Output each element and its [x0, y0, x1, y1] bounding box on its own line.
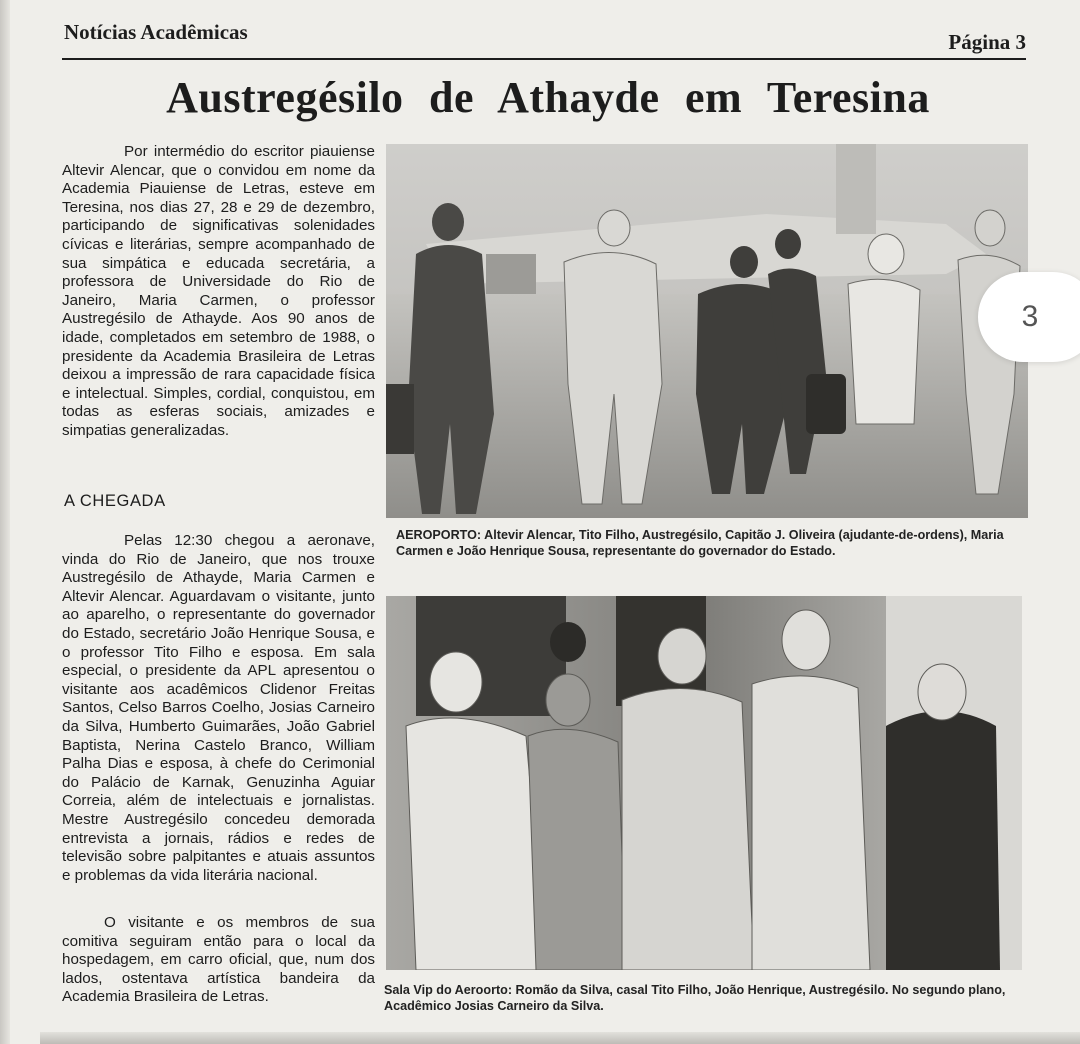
article-headline: Austregésilo de Athayde em Teresina: [166, 73, 930, 122]
header-rule: [62, 58, 1026, 60]
page-number: Página 3: [948, 30, 1026, 54]
vip-room-photo: [386, 596, 1022, 970]
article-paragraph-2: Pelas 12:30 chegou a aeronave, vinda do Rio de Janeiro, que nos trouxe Austregésilo de Athayde, Maria Carmen e Altevir Alencar. Aguardavam o visitante, junto ao aparelho, o representante do governador do Estado, secretário João Henrique Sousa, e o professor Tito Filho e esposa. Em sala especial, o presidente da APL apresentou o visitante aos acadêmicos Clidenor Freitas Santos, Celso Barros Coelho, Josias Carneiro da Silva, Humberto Guimarães, João Gabriel Baptista, Nerina Castelo Branco, William Palha Dias e esposa, à chefe do Cerimonial do Palácio de Karnak, Genuzinha Aguiar Correia, além de intelectuais e jornalistas. Mestre Austregésilo concedeu demorada entrevista a jornais, rádios e redes de televisão sobre palpitantes e atuais assuntos e problemas da vida literária nacional.: [62, 532, 375, 884]
article-paragraph-3: O visitante e os membros de sua comitiva seguiram então para o local da hospedagem, em carro oficial, que, num dos lados, ostentava artística bandeira da Academia Brasileira de Letras.: [62, 914, 375, 1006]
page-indicator-badge[interactable]: [978, 272, 1080, 362]
airport-photo: [386, 144, 1028, 518]
photo-caption-2: Sala Vip do Aeroorto: Romão da Silva, casal Tito Filho, João Henrique, Austregésilo. No segundo plano, Acadêmico Josias Carneiro da Silva.: [384, 983, 1006, 1013]
page-edge: [0, 0, 10, 1044]
photo-caption-1: AEROPORTO: Altevir Alencar, Tito Filho, Austregésilo, Capitão J. Oliveira (ajudante-de-ordens), Maria Carmen e João Henrique Sousa, representante do governador do Estado.: [396, 528, 1004, 558]
article-paragraph-1: Por intermédio do escritor piauiense Altevir Alencar, que o convidou em nome da Academia Piauiense de Letras, esteve em Teresina, nos dias 27, 28 e 29 de dezembro, participando de significativas solenidades cívicas e literárias, sempre acompanhado de sua simpática e educada secretária, a professora de Universidade do Rio de Janeiro, Maria Carmen, o professor Austregésilo de Athayde. Aos 90 anos de idade, completados em setembro de 1988, o presidente da Academia Brasileira de Letras deixou a impressão de rara capacidade física e intelectual. Simples, cordial, conquistou, em todas as esferas sociais, amizades e simpatias generalizadas.: [62, 143, 375, 439]
page-indicator-number: 3: [1021, 300, 1039, 333]
section-title: Notícias Acadêmicas: [64, 20, 248, 44]
page-bottom-edge: [40, 1032, 1080, 1044]
article-subhead: A CHEGADA: [64, 492, 166, 510]
